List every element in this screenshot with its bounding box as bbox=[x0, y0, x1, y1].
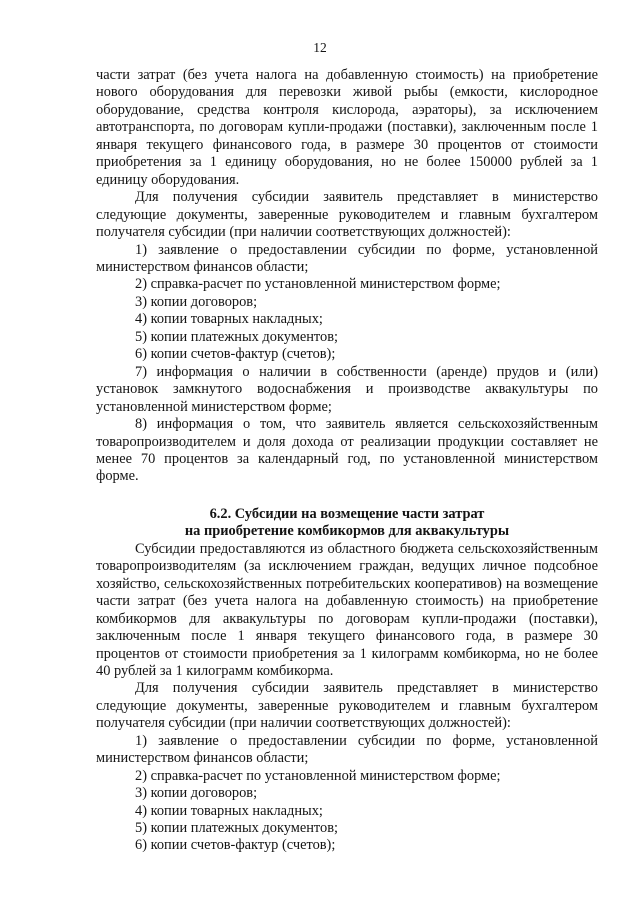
list-item: 5) копии платежных документов; bbox=[135, 328, 339, 345]
list-item: 4) копии товарных накладных; bbox=[135, 802, 323, 819]
list-item: 6) копии счетов-фактур (счетов); bbox=[135, 837, 336, 854]
list-item: 4) копии товарных накладных; bbox=[135, 311, 323, 328]
list-item: 7) информация о наличии в собственности (аренде) прудов и (или) установок замкнутого водоснабжения и производстве аквакультуры по установленной министерством форме; bbox=[96, 363, 598, 415]
section-heading bbox=[96, 506, 598, 541]
paragraph: Субсидии предоставляются из областного бюджета сельскохозяйственным товаропроизводителям (за исключением граждан, ведущих личное подсобное хозяйство, сельскохозяйственных потребительских кооперативов) на возмещение части затрат (без учета налога на добавленную стоимость) на приобретение комбикормов для аквакультуры по договорам купли-продажи (поставки), заключенным после 1 января текущего финансового года, в размере 30 процентов от стоимости приобретения за 1 килограмм комбикорма, но не более 40 рублей за 1 килограмм комбикорма. bbox=[96, 540, 598, 679]
list-item: 6) копии счетов-фактур (счетов); bbox=[135, 346, 336, 363]
paragraph: Для получения субсидии заявитель представляет в министерство следующие документы, заверенные руководителем и главным бухгалтером получателя субсидии (при наличии соответствующих должностей): bbox=[96, 189, 598, 241]
page-number: 12 bbox=[313, 40, 327, 55]
section-heading-line: на приобретение комбикормов для аквакультуры bbox=[184, 523, 510, 540]
list-item: 2) справка-расчет по установленной министерством форме; bbox=[135, 276, 501, 293]
paragraph: Для получения субсидии заявитель представляет в министерство следующие документы, заверенные руководителем и главным бухгалтером получателя субсидии (при наличии соответствующих должностей): bbox=[96, 680, 598, 732]
list-item: 1) заявление о предоставлении субсидии по форме, установленной министерством финансов области; bbox=[96, 241, 598, 275]
section-heading-line: 6.2. Субсидии на возмещение части затрат bbox=[209, 505, 485, 522]
document-body bbox=[96, 67, 598, 855]
list-item: 1) заявление о предоставлении субсидии по форме, установленной министерством финансов области; bbox=[96, 732, 598, 767]
paragraph: части затрат (без учета налога на добавленную стоимость) на приобретение нового оборудования для перевозки живой рыбы (емкости, кислородное оборудование, средства контроля кислорода, аэраторы), за исключением автотранспорта, по договорам купли-продажи (поставки), заключенным после 1 января текущего финансового года, в размере 30 процентов от стоимости приобретения за 1 единицу оборудования, но не более 150000 рублей за 1 единицу оборудования. bbox=[96, 67, 598, 188]
list-item: 2) справка-расчет по установленной министерством форме; bbox=[135, 767, 501, 784]
list-item: 5) копии платежных документов; bbox=[135, 820, 339, 837]
list-item: 8) информация о том, что заявитель является сельскохозяйственным товаропроизводителем и доля дохода от реализации продукции составляет не менее 70 процентов за календарный год, по установленной министерством форме. bbox=[96, 416, 598, 485]
list-item: 3) копии договоров; bbox=[135, 785, 258, 802]
list-item: 3) копии договоров; bbox=[135, 293, 258, 310]
